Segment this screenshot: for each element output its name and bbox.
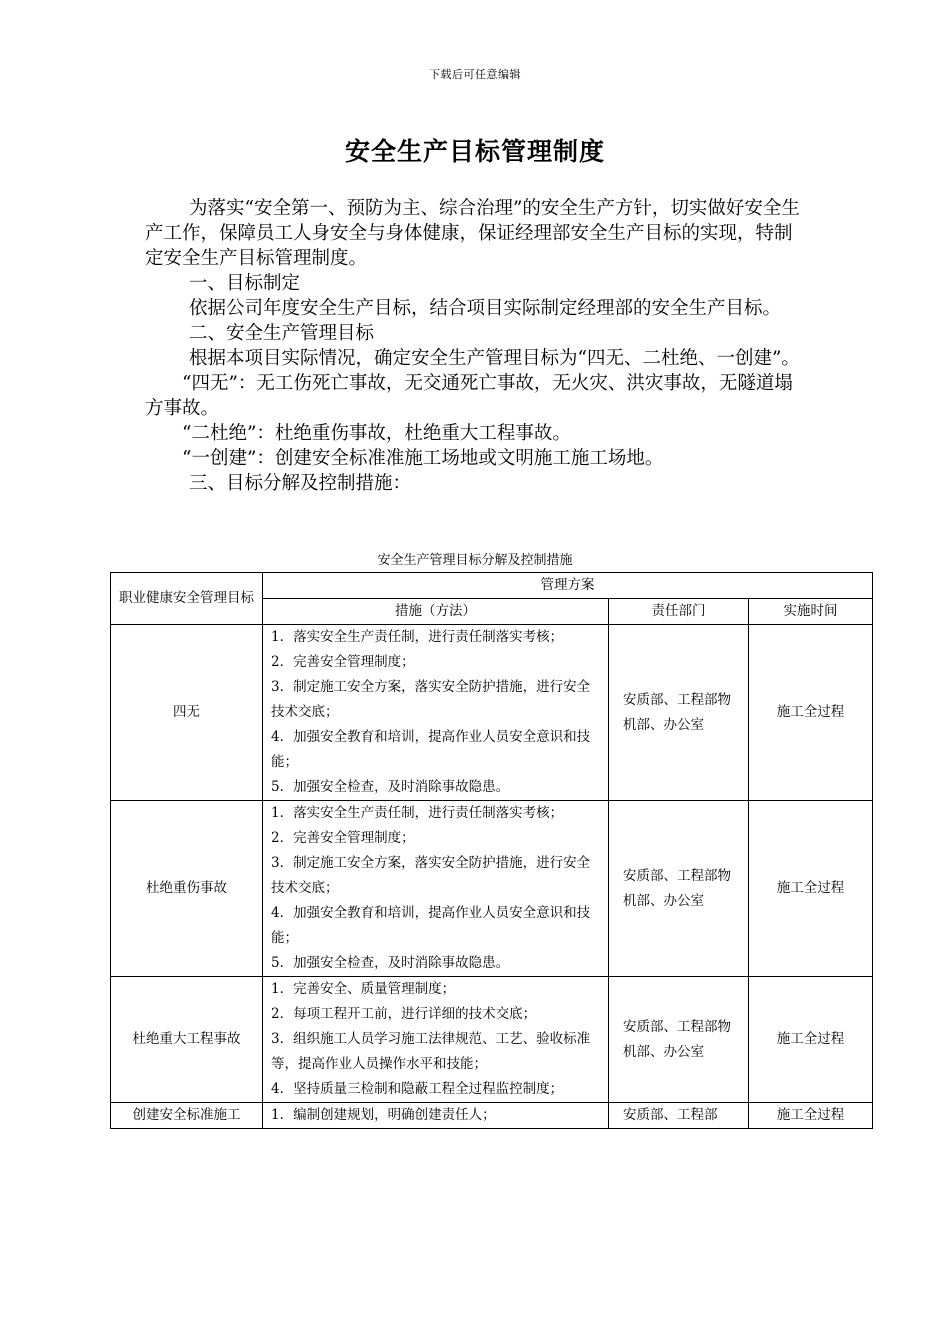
goal-cell: 杜绝重伤事故 — [111, 801, 263, 977]
time-cell: 施工全过程 — [749, 977, 873, 1103]
table-row — [111, 801, 873, 977]
measures-cell — [263, 977, 609, 1103]
table-header-row — [111, 573, 873, 599]
measure-item: 1．落实安全生产责任制，进行责任制落实考核； — [271, 805, 564, 821]
header-department: 责任部门 — [609, 599, 749, 625]
section-2-paragraph: 根据本项目实际情况，确定安全生产管理目标为“四无、二杜绝、一创建”。 — [189, 348, 800, 369]
header-note: 下载后可任意编辑 — [429, 68, 521, 81]
section-1-paragraph: 依据公司年度安全生产目标，结合项目实际制定经理部的安全生产目标。 — [189, 298, 782, 319]
section-heading-3: 三、目标分解及控制措施： — [189, 473, 412, 494]
table-row — [111, 1103, 873, 1129]
measure-item: 4．坚持质量三检制和隐蔽工程全过程监控制度； — [271, 1081, 564, 1097]
measure-item: 4．加强安全教育和培训，提高作业人员安全意识和技能； — [271, 905, 591, 946]
document-title: 安全生产目标管理制度 — [344, 137, 605, 166]
section-heading-2: 二、安全生产管理目标 — [189, 323, 375, 344]
table-caption: 安全生产管理目标分解及控制措施 — [377, 553, 573, 568]
department-cell: 安质部、工程部物机部、办公室 — [609, 801, 749, 977]
measures-cell — [263, 625, 609, 801]
goal-cell: 创建安全标准施工 — [111, 1103, 263, 1129]
measure-item: 2．每项工程开工前，进行详细的技术交底； — [271, 1006, 537, 1022]
measure-item: 1．完善安全、质量管理制度； — [271, 981, 456, 997]
measure-item: 3．制定施工安全方案，落实安全防护措施，进行安全技术交底； — [271, 679, 591, 720]
time-cell: 施工全过程 — [749, 1103, 873, 1129]
measure-item: 5．加强安全检查，及时消除事故隐患。 — [271, 779, 510, 795]
section-heading-1: 一、目标制定 — [189, 273, 301, 294]
department-cell: 安质部、工程部物机部、办公室 — [609, 625, 749, 801]
goal-cell: 四无 — [111, 625, 263, 801]
time-cell: 施工全过程 — [749, 625, 873, 801]
header-time: 实施时间 — [749, 599, 873, 625]
measure-item: 3．组织施工人员学习施工法律规范、工艺、验收标准等，提高作业人员操作水平和技能； — [271, 1031, 591, 1072]
time-cell: 施工全过程 — [749, 801, 873, 977]
goal-cell: 杜绝重大工程事故 — [111, 977, 263, 1103]
measure-item: 5．加强安全检查，及时消除事故隐患。 — [271, 955, 510, 971]
table-row — [111, 625, 873, 801]
one-create-paragraph: “一创建”：创建安全标准准施工场地或文明施工施工场地。 — [182, 448, 664, 469]
measures-cell — [263, 1103, 609, 1129]
department-cell: 安质部、工程部物机部、办公室 — [609, 977, 749, 1103]
header-plan: 管理方案 — [263, 573, 873, 599]
measure-item: 1．落实安全生产责任制，进行责任制落实考核； — [271, 629, 564, 645]
measure-item: 4．加强安全教育和培训，提高作业人员安全意识和技能； — [271, 729, 591, 770]
department-cell: 安质部、工程部 — [609, 1103, 749, 1129]
goals-table — [110, 572, 873, 1129]
header-goal: 职业健康安全管理目标 — [111, 573, 263, 625]
two-eliminate-paragraph: “二杜绝”：杜绝重伤事故，杜绝重大工程事故。 — [182, 423, 571, 444]
measure-item: 3．制定施工安全方案，落实安全防护措施，进行安全技术交底； — [271, 855, 591, 896]
intro-paragraph: 为落实“安全第一、预防为主、综合治理”的安全生产方针，切实做好安全生产工作，保障员工人身安全与身体健康，保证经理部安全生产目标的实现，特制定安全生产目标管理制度。 — [145, 198, 800, 269]
measure-item: 1．编制创建规划，明确创建责任人； — [271, 1107, 496, 1123]
measure-item: 2．完善安全管理制度； — [271, 830, 415, 846]
four-none-paragraph: “四无”：无工伤死亡事故，无交通死亡事故，无火灾、洪灾事故，无隧道塌方事故。 — [145, 373, 793, 419]
table-row — [111, 977, 873, 1103]
header-measures: 措施（方法） — [263, 599, 609, 625]
measures-cell — [263, 801, 609, 977]
body-text — [145, 196, 810, 496]
measure-item: 2．完善安全管理制度； — [271, 654, 415, 670]
